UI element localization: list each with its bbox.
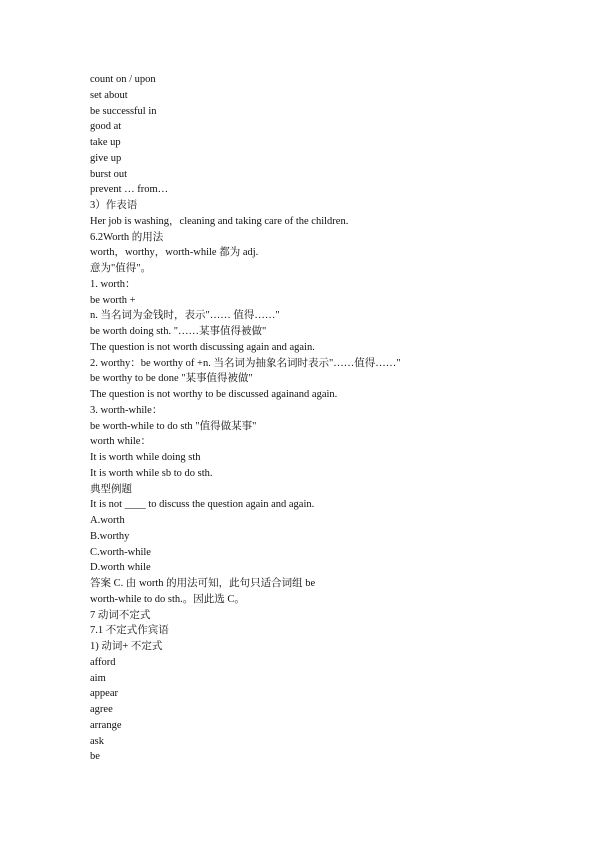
verb-list-item: afford — [90, 656, 116, 668]
text-line: be worth-while to do sth "值得做某事" — [90, 420, 257, 432]
section-heading: 7 动词不定式 — [90, 609, 151, 621]
text-line: 意为"值得"。 — [90, 263, 152, 274]
text-line: prevent … from… — [90, 184, 169, 196]
answer-option: B.worthy — [90, 530, 130, 542]
text-line: 1) 动词+ 不定式 — [90, 641, 163, 652]
text-line: good at — [90, 121, 122, 133]
answer-option: C.worth-while — [90, 546, 151, 558]
answer-explanation: worth-while to do sth.。因此选 C。 — [90, 593, 245, 605]
section-heading: 典型例题 — [90, 483, 132, 495]
answer-explanation: 答案 C. 由 worth 的用法可知，此句只适合词组 be — [90, 578, 316, 589]
text-line: be successful in — [90, 105, 157, 117]
section-heading: 3）作表语 — [90, 200, 138, 211]
verb-list-item: be — [90, 751, 100, 763]
question-text: It is not ____ to discuss the question again and again. — [90, 499, 315, 511]
verb-list-item: aim — [90, 672, 106, 684]
text-line: count on / upon — [90, 74, 156, 85]
text-line: set about — [90, 89, 128, 101]
section-heading: 6.2Worth 的用法 — [90, 231, 164, 243]
text-line: be worth + — [90, 294, 136, 306]
verb-list-item: arrange — [90, 719, 122, 731]
text-line: be worth doing sth. "……某事值得被做" — [90, 326, 267, 337]
answer-option: D.worth while — [90, 562, 151, 574]
verb-list-item: ask — [90, 735, 104, 747]
text-line: be worthy to be done "某事值得被做" — [90, 373, 253, 385]
text-line: 1. worth： — [90, 278, 136, 290]
text-line: give up — [90, 152, 122, 164]
text-line: It is worth while doing sth — [90, 452, 201, 463]
text-line: The question is not worth discussing again and again. — [90, 341, 315, 353]
text-line: It is worth while sb to do sth. — [90, 467, 213, 479]
section-heading: 7.1 不定式作宾语 — [90, 625, 169, 637]
text-line: worth while： — [90, 436, 151, 448]
text-line: n. 当名词为金钱时，表示"…… 值得……" — [90, 310, 280, 322]
answer-option: A.worth — [90, 515, 125, 526]
text-line: worth，worthy，worth-while 都为 adj. — [90, 247, 259, 259]
document-body — [90, 72, 550, 765]
verb-list-item: appear — [90, 688, 118, 700]
text-line: Her job is washing，cleaning and taking care of the children. — [90, 215, 349, 227]
text-line: 2. worthy：be worthy of +n. 当名词为抽象名词时表示"……值得……" — [90, 357, 401, 369]
text-line: 3. worth-while： — [90, 404, 163, 416]
text-line: burst out — [90, 168, 128, 180]
text-line: The question is not worthy to be discussed againand again. — [90, 389, 338, 400]
verb-list-item: agree — [90, 704, 113, 715]
text-line: take up — [90, 137, 121, 148]
